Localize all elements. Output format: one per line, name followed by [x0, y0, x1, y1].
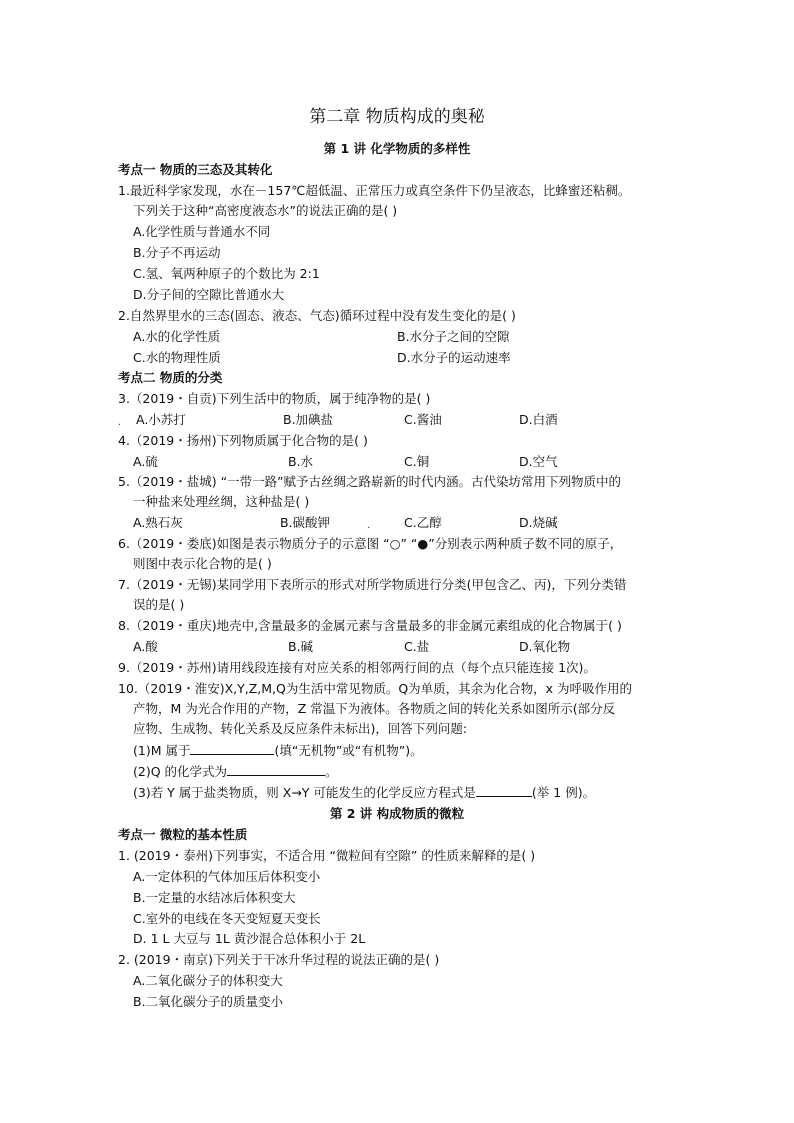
q4-option-d: D.空气	[519, 454, 558, 469]
q10-part1	[133, 742, 423, 760]
p1-option-d: D. 1 L 大豆与 1L 黄沙混合总体积小于 2L	[133, 931, 366, 946]
p2-stem: 2. (2019・南京)下列关于干冰升华过程的说法正确的是( )	[118, 952, 440, 967]
q10-part2-suffix: 。	[325, 764, 338, 779]
p2-option-a: A.二氧化碳分子的体积变大	[133, 973, 283, 988]
q6-line1: 6.（2019・娄底)如图是表示物质分子的示意图 “○” “●”分别表示两种质子数不同的原子，	[118, 536, 623, 551]
q1-option-b: B.分子不再运动	[133, 245, 221, 260]
q10-part1-suffix: (填“无机物”或“有机物”)。	[274, 743, 423, 758]
answer-blank-1[interactable]	[190, 742, 274, 755]
q1-option-c: C.氢、氧两种原子的个数比为 2:1	[133, 266, 320, 281]
q5-line2: 一种盐来处理丝绸，这种盐是( )	[133, 494, 310, 509]
stray-dot: .	[367, 520, 371, 531]
q3-option-d: D.白酒	[519, 412, 558, 427]
p1-stem: 1. (2019・泰州)下列事实，不适合用 “微粒间有空隙” 的性质来解释的是( )	[118, 848, 536, 863]
q10-part3-prefix: (3)若 Y 属于盐类物质，则 X→Y 可能发生的化学反应方程式是	[133, 785, 476, 800]
q5-option-c: C.乙醇	[404, 515, 442, 530]
q10-part2	[133, 763, 338, 781]
q2-option-c: C.水的物理性质	[133, 350, 221, 365]
q10-part3	[133, 784, 595, 802]
q10-part2-prefix: (2)Q 的化学式为	[133, 764, 228, 779]
q10-line1: 10.（2019・淮安)X,Y,Z,M,Q为生活中常见物质。Q为单质，其余为化合物，x 为呼吸作用的	[118, 681, 633, 696]
q5-option-d: D.烧碱	[519, 515, 558, 530]
q2-option-d: D.水分子的运动速率	[397, 350, 511, 365]
answer-blank-2[interactable]	[227, 763, 325, 776]
q10-line2: 产物，M 为光合作用的产物，Z 常温下为液体。各物质之间的转化关系如图所示(部分反	[133, 701, 616, 716]
q4-option-b: B.水	[288, 454, 314, 469]
q8-option-c: C.盐	[404, 639, 430, 654]
p1-option-a: A.一定体积的气体加压后体积变小	[133, 869, 321, 884]
q9-stem: 9.（2019・苏州)请用线段连接有对应关系的相邻两行间的点（每个点只能连接 1次)。	[118, 660, 596, 675]
p1-option-b: B.一定量的水结冰后体积变大	[133, 890, 296, 905]
q3-option-c: C.酱油	[404, 412, 442, 427]
q1-option-d: D.分子间的空隙比普通水大	[133, 287, 285, 302]
p2-option-b: B.二氧化碳分子的质量变小	[133, 994, 284, 1009]
p1-option-c: C.室外的电线在冬天变短夏天变长	[133, 911, 321, 926]
q1-line1: 1.最近科学家发现，水在－157℃超低温、正常压力或真空条件下仍呈液态，比蜂蜜还粘稠。	[118, 183, 631, 198]
q5-line1: 5.（2019・盐城) “一带一路”赋予古丝绸之路崭新的时代内涵。古代染坊常用下列物质中的	[118, 474, 622, 489]
q7-line1: 7.（2019・无锡)某同学用下表所示的形式对所学物质进行分类(甲包含乙、丙)，下列分类错	[118, 577, 627, 592]
q3-option-a: A.小苏打	[136, 412, 186, 427]
stray-dot: .	[118, 417, 122, 428]
lecture-2-heading: 第 2 讲 构成物质的微粒	[329, 806, 465, 821]
q3-option-b: B.加碘盐	[283, 412, 334, 427]
q2-option-b: B.水分子之间的空隙	[397, 329, 510, 344]
q8-option-b: B.碱	[288, 639, 314, 654]
q4-stem: 4.（2019・扬州)下列物质属于化合物的是( )	[118, 433, 368, 448]
q5-option-b: B.碳酸钾	[280, 515, 331, 530]
lecture-1-heading: 第 1 讲 化学物质的多样性	[323, 141, 471, 156]
kp1-heading: 考点一 物质的三态及其转化	[118, 162, 273, 177]
chapter-title: 第二章 物质构成的奥秘	[309, 107, 485, 127]
kp2-heading: 考点二 物质的分类	[118, 370, 223, 385]
q8-option-d: D.氧化物	[519, 639, 571, 654]
q10-part1-prefix: (1)M 属于	[133, 743, 191, 758]
kp3-heading: 考点一 微粒的基本性质	[118, 827, 248, 842]
q10-part3-suffix: (举 1 例)。	[531, 785, 596, 800]
answer-blank-3[interactable]	[476, 784, 532, 797]
q4-option-c: C.铜	[404, 454, 430, 469]
q10-line3: 应物、生成物、转化关系及反应条件未标出)，回答下列问题:	[133, 721, 468, 736]
q1-option-a: A.化学性质与普通水不同	[133, 224, 271, 239]
q7-line2: 误的是( )	[133, 597, 185, 612]
q2-option-a: A.水的化学性质	[133, 329, 221, 344]
q4-option-a: A.硫	[133, 454, 158, 469]
q8-option-a: A.酸	[133, 639, 158, 654]
q8-stem: 8.（2019・重庆)地壳中,含量最多的金属元素与含量最多的非金属元素组成的化合物属于( )	[118, 618, 622, 633]
q6-line2: 则图中表示化合物的是( )	[133, 556, 272, 571]
q1-line2: 下列关于这种“高密度液态水”的说法正确的是( )	[133, 203, 398, 218]
q3-stem: 3.（2019・自贡)下列生活中的物质，属于纯净物的是( )	[118, 391, 431, 406]
q5-option-a: A.熟石灰	[133, 515, 183, 530]
q2-stem: 2.自然界里水的三态(固态、液态、气态)循环过程中没有发生变化的是( )	[118, 308, 516, 323]
